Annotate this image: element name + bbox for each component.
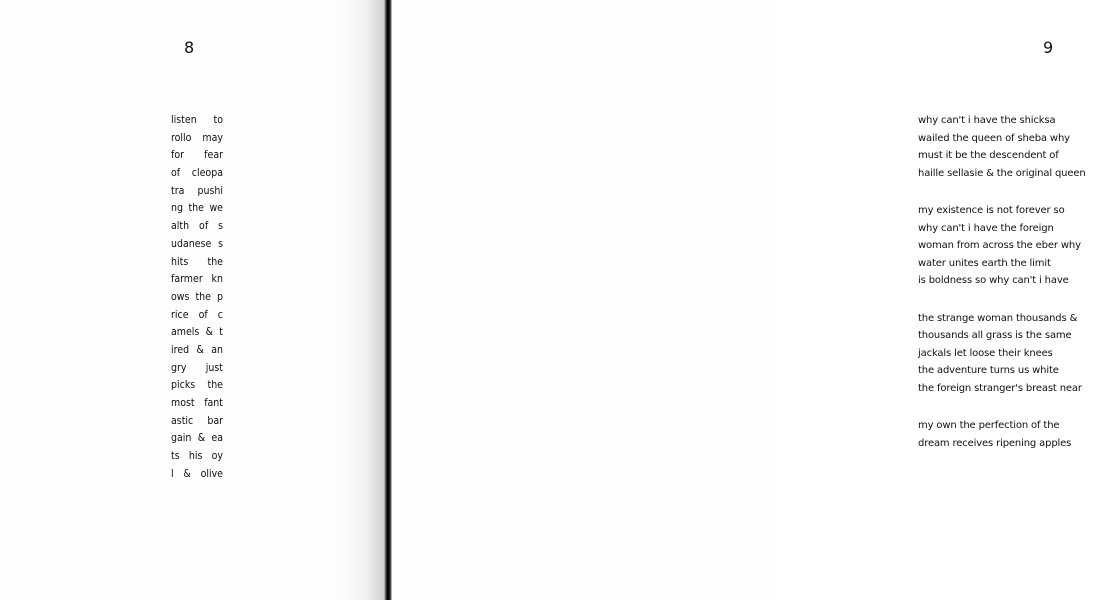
- poem-line: wailed the queen of sheba why: [918, 132, 1070, 144]
- narrow-poem-column: [171, 112, 223, 483]
- left-page: [0, 0, 384, 600]
- poem-line: picks the: [171, 379, 223, 392]
- poem-line: of cleopa: [171, 167, 223, 180]
- poem-line: tra pushi: [171, 184, 223, 197]
- poem-line: rice of c: [171, 308, 223, 321]
- poem-line: rollo may: [171, 131, 223, 144]
- poem-line: must it be the descendent of: [918, 150, 1059, 161]
- stanza: [918, 310, 1118, 398]
- poem-line: why can't i have the shicksa: [918, 115, 1056, 126]
- right-page: [392, 0, 1086, 600]
- poem-line: why can't i have the foreign: [918, 222, 1054, 234]
- poem-line: woman from across the eber why: [918, 240, 1081, 251]
- poem-line: my existence is not forever so: [918, 205, 1065, 216]
- poem-line: udanese s: [171, 237, 223, 250]
- poem-line: haille sellasie & the original queen: [918, 167, 1086, 179]
- book-gutter: [384, 0, 392, 600]
- page-number-right: 9: [1043, 38, 1054, 57]
- gutter-shadow-left: [340, 0, 384, 600]
- poem-line: the adventure turns us white: [918, 365, 1059, 376]
- poem-line: gain & ea: [171, 432, 223, 445]
- page-number-left: 8: [184, 38, 195, 57]
- stanza: [918, 112, 1118, 182]
- poem-line: jackals let loose their knees: [918, 347, 1053, 359]
- poem-line: gry just: [171, 361, 223, 374]
- poem-line: ired & an: [171, 343, 223, 356]
- poem-line: alth of s: [171, 220, 223, 233]
- poem-line: listen to: [171, 114, 223, 126]
- poem-line: ng the we: [171, 202, 223, 215]
- poem-line: l & olive: [171, 467, 223, 480]
- poem-line: thousands all grass is the same: [918, 330, 1072, 341]
- stanza: [918, 202, 1118, 290]
- poem-line: water unites earth the limit: [918, 257, 1051, 269]
- poem-line: the strange woman thousands &: [918, 312, 1078, 324]
- poem-line: ows the p: [171, 290, 223, 303]
- stanza: [918, 417, 1118, 452]
- poem-line: for fear: [171, 149, 223, 162]
- poem-line: is boldness so why can't i have: [918, 275, 1069, 286]
- poem-line: amels & t: [171, 326, 223, 339]
- poem-line: the foreign stranger's breast near: [918, 382, 1082, 394]
- poem-line: most fant: [171, 397, 223, 409]
- poem-stanzas: [918, 112, 1118, 472]
- poem-line: hits the: [171, 255, 223, 268]
- poem-line: farmer kn: [171, 273, 223, 286]
- poem-line: my own the perfection of the: [918, 420, 1060, 431]
- poem-line: astic bar: [171, 414, 223, 427]
- poem-line: ts his oy: [171, 450, 223, 463]
- poem-line: dream receives ripening apples: [918, 437, 1072, 449]
